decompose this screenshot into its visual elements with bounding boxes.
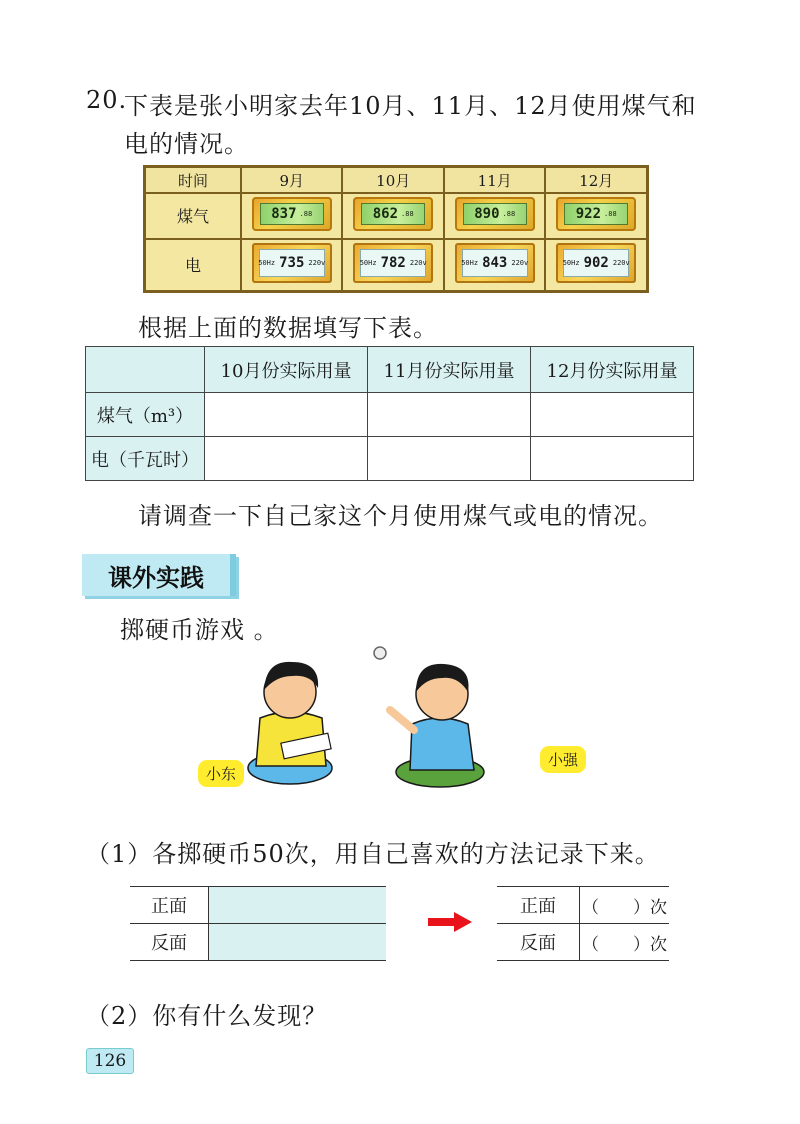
electric-reading: 843 (482, 254, 508, 271)
task2-text: （2）你有什么发现？ (86, 1002, 328, 1030)
electric-reading: 902 (583, 254, 609, 271)
corner-cell (86, 347, 205, 393)
electric-meter-icon: 50Hz 902 220v (556, 243, 636, 283)
tails-label: 反面 (130, 924, 209, 961)
electric-reading: 735 (279, 254, 305, 271)
electric-reading: 782 (380, 254, 406, 271)
heads-label: 正面 (497, 887, 580, 924)
gas-reading: 890 (474, 205, 500, 222)
month-header: 10月 (342, 167, 443, 194)
page-number: 126 (86, 1048, 134, 1074)
gas-reading: 862 (372, 205, 399, 222)
activity-title: 掷硬币游戏 。 (120, 616, 279, 644)
fill-instruction: 根据上面的数据填写下表。 (138, 314, 438, 342)
meter-table-header-row (145, 167, 648, 194)
heads-count-cell[interactable]: （ ）次 (580, 887, 670, 924)
name-badge-left: 小东 (198, 760, 244, 787)
gas-row (145, 193, 648, 239)
gas-meter-icon: 890 .88 (455, 197, 535, 231)
name-badge-right: 小强 (540, 746, 586, 773)
answer-cell[interactable] (531, 437, 694, 481)
meter-readings-table (143, 165, 649, 293)
gas-reading: 922 (575, 205, 602, 222)
usage-table-header (86, 347, 694, 393)
month-header: 9月 (241, 167, 342, 194)
usage-fill-table (85, 346, 694, 481)
answer-cell[interactable] (205, 437, 368, 481)
gas-meter-icon: 922 .88 (556, 197, 636, 231)
survey-text: 请调查一下自己家这个月使用煤气或电的情况。 (138, 502, 663, 530)
month-header: 12月 (545, 167, 647, 194)
question-text-line2: 电的情况。 (124, 130, 249, 158)
column-header: 12月份实际用量 (531, 347, 694, 393)
gas-reading: 837 (271, 205, 297, 222)
question-number: 20. (86, 86, 128, 114)
gas-unit-label: 煤气（m³） (86, 393, 205, 437)
task1-text: （1）各掷硬币50次，用自己喜欢的方法记录下来。 (86, 840, 660, 868)
electric-meter-icon: 50Hz 782 220v (353, 243, 433, 283)
column-header: 11月份实际用量 (368, 347, 531, 393)
section-title: 课外实践 (82, 554, 236, 596)
electric-meter-icon: 50Hz 843 220v (455, 243, 535, 283)
tails-count-cell[interactable]: （ ）次 (580, 924, 670, 961)
electric-meter-icon: 50Hz 735 220v (252, 243, 332, 283)
column-header: 10月份实际用量 (205, 347, 368, 393)
question-text-line1: 下表是张小明家去年10月、11月、12月使用煤气和 (124, 92, 697, 120)
boy-right-figure (390, 664, 484, 787)
usage-gas-row (86, 393, 694, 437)
children-illustration (230, 640, 530, 800)
tails-record-cell[interactable] (209, 924, 387, 961)
coin-result-table (497, 886, 669, 961)
heads-record-cell[interactable] (209, 887, 387, 924)
electricity-label: 电 (145, 239, 242, 292)
tails-label: 反面 (497, 924, 580, 961)
boy-left-figure (248, 662, 332, 784)
coin-icon (374, 647, 386, 659)
electricity-unit-label: 电（千瓦时） (86, 437, 205, 481)
electricity-row (145, 239, 648, 292)
answer-cell[interactable] (368, 437, 531, 481)
arrow-right-icon (428, 910, 472, 934)
answer-cell[interactable] (531, 393, 694, 437)
month-header: 11月 (444, 167, 545, 194)
answer-cell[interactable] (205, 393, 368, 437)
heads-label: 正面 (130, 887, 209, 924)
coin-record-table (130, 886, 386, 961)
gas-meter-icon: 862 .88 (353, 197, 433, 231)
gas-meter-icon: 837 .88 (252, 197, 332, 231)
time-header: 时间 (145, 167, 242, 194)
answer-cell[interactable] (368, 393, 531, 437)
usage-electricity-row (86, 437, 694, 481)
gas-label: 煤气 (145, 193, 242, 239)
